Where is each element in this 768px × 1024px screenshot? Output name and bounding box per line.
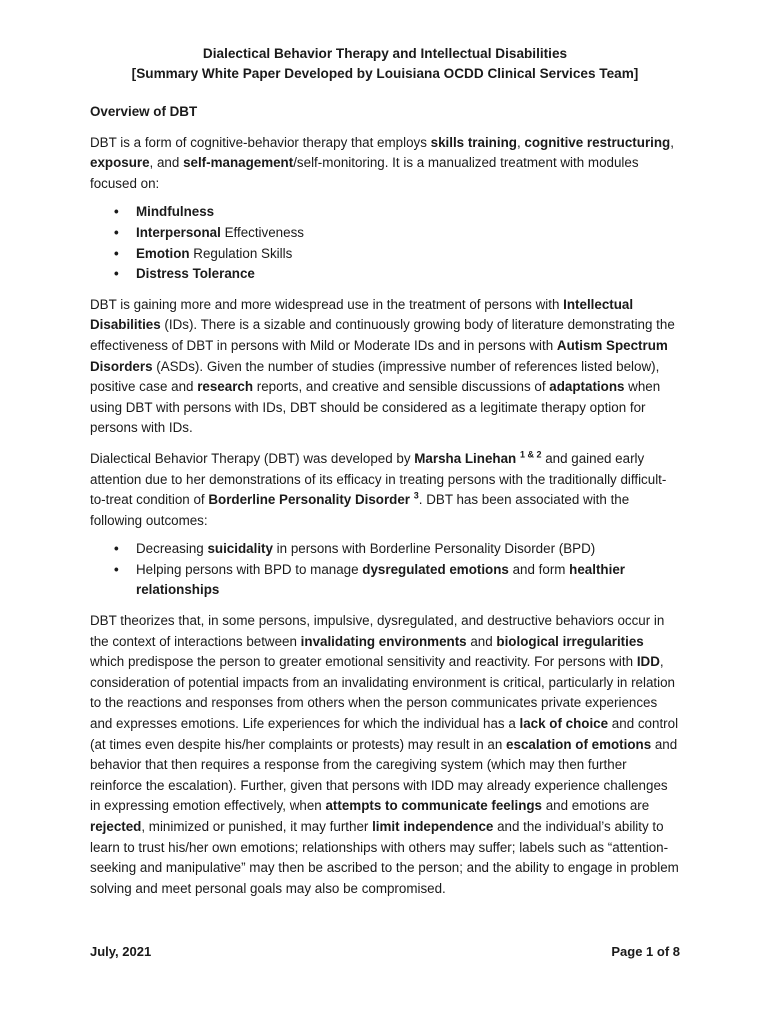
body-text: DBT is gaining more and more widespread use in the treatment of persons with xyxy=(90,296,564,312)
paragraph-theory xyxy=(90,611,680,899)
bold-text: IDD xyxy=(636,654,660,670)
paragraph-id-usage xyxy=(90,295,680,439)
page-number: Page 1 of 8 xyxy=(611,944,680,959)
bold-text: Mindfulness xyxy=(136,204,215,220)
bold-text: Borderline Personality Disorder xyxy=(208,492,411,508)
bold-text: adaptations xyxy=(549,379,625,395)
title-line-1: Dialectical Behavior Therapy and Intellectual Disabilities xyxy=(202,46,568,61)
bullet-icon: • xyxy=(114,266,119,282)
bold-text: dysregulated emotions xyxy=(362,561,509,577)
bold-text: Interpersonal xyxy=(136,224,221,240)
bullet-icon: • xyxy=(114,541,119,557)
bullet-icon: • xyxy=(114,204,119,220)
body-text: (ASDs). Given the number of studies (impressive number of references listed below), positive case and xyxy=(90,358,660,395)
body-text: /self-monitoring. It is a manualized treatment with modules focused on: xyxy=(90,155,639,191)
bold-text: biological irregularities xyxy=(496,633,644,649)
list-item xyxy=(90,539,680,560)
bold-text: Emotion xyxy=(136,245,190,261)
bold-text: Marsha Linehan xyxy=(414,450,517,466)
body-text: , xyxy=(670,134,674,150)
document-title xyxy=(70,44,700,84)
body-text: in persons with Borderline Personality Disorder (BPD) xyxy=(272,541,596,557)
body-text: and behavior that then requires a response from the caregiving system (which may then further reinforce the escalation). Further, given that persons with IDD may already experience challenges in expressing emotion effectively, when xyxy=(90,736,678,814)
body-text: and gained early attention due to her demonstrations of its efficacy in treating persons with the traditionally difficult-to-treat condition of xyxy=(90,450,667,508)
bold-text: attempts to communicate feelings xyxy=(325,798,542,814)
bold-text: lack of choice xyxy=(519,716,609,732)
outcomes-list xyxy=(90,539,680,601)
bullet-icon: • xyxy=(114,245,119,261)
list-item xyxy=(90,244,680,265)
bullet-icon: • xyxy=(114,224,119,240)
bold-text: limit independence xyxy=(372,819,494,834)
bold-text: healthier relationships xyxy=(136,561,625,598)
footnote-ref: 1 & 2 xyxy=(519,449,542,460)
body-text: and emotions are xyxy=(542,798,650,814)
body-text: and xyxy=(466,633,497,649)
body-text: and form xyxy=(508,561,570,577)
bold-text: Intellectual Disabilities xyxy=(90,296,634,333)
bold-text: suicidality xyxy=(207,541,273,557)
body-text: which predispose the person to greater emotional sensitivity and reactivity. For persons with xyxy=(90,654,637,670)
bold-text: rejected xyxy=(90,819,142,834)
body-text: Effectiveness xyxy=(220,224,304,240)
body-text: and control (at times even despite his/her complaints or protests) may result in an xyxy=(90,716,679,752)
body-text: Regulation Skills xyxy=(189,245,293,261)
bold-text: cognitive restructuring xyxy=(524,134,671,150)
paragraph-intro xyxy=(90,133,680,195)
modules-list xyxy=(90,202,680,284)
list-item xyxy=(90,560,680,601)
paragraph-history xyxy=(90,449,680,531)
body-text: DBT theorizes that, in some persons, impulsive, dysregulated, and destructive behaviors occur in the context of interactions between xyxy=(90,613,665,649)
bold-text: self-management xyxy=(183,155,294,171)
footnote-ref: 3 xyxy=(413,490,419,501)
body-text: DBT is a form of cognitive-behavior therapy that employs xyxy=(90,134,431,150)
title-line-2: [Summary White Paper Developed by Louisiana OCDD Clinical Services Team] xyxy=(131,66,639,81)
body-text: , xyxy=(516,134,525,150)
body-text: Helping persons with BPD to manage xyxy=(136,561,363,577)
body-text: (IDs). There is a sizable and continuously growing body of literature demonstrating the effectiveness of DBT in persons with Mild or Moderate IDs and in persons with xyxy=(90,317,675,353)
bold-text: Distress Tolerance xyxy=(136,266,255,282)
list-item xyxy=(90,202,680,223)
bold-text: research xyxy=(197,379,254,395)
document-body xyxy=(90,44,680,899)
footer-date: July, 2021 xyxy=(90,944,152,959)
bold-text: invalidating environments xyxy=(300,633,467,649)
body-text: when using DBT with persons with IDs, DBT should be considered as a legitimate therapy option for persons with IDs. xyxy=(90,379,661,436)
bold-text: Autism Spectrum Disorders xyxy=(90,337,668,374)
body-text: Decreasing xyxy=(136,541,208,557)
body-text: reports, and creative and sensible discussions of xyxy=(253,379,550,395)
body-text: , minimized or punished, it may further xyxy=(141,819,373,834)
body-text: . DBT has been associated with the following outcomes: xyxy=(90,492,630,528)
body-text: and the individual’s ability to learn to trust his/her own emotions; relationships with others may suffer; labels such as “attention-seeking and manipulative” may then be ascribed to the person; and the ability to engage in problem solving and meet personal goals may also be compromised. xyxy=(90,819,679,896)
body-text: , consideration of potential impacts from an invalidating environment is critical, particularly in relation to the reactions and responses from others when the person communicates private experiences and expresses emotions. Life experiences for which the individual has a xyxy=(90,654,676,732)
body-text: , and xyxy=(149,155,184,171)
bullet-icon: • xyxy=(114,561,119,577)
list-item xyxy=(90,264,680,285)
bold-text: skills training xyxy=(430,134,517,150)
section-heading: Overview of DBT xyxy=(90,104,198,119)
body-text: Dialectical Behavior Therapy (DBT) was developed by xyxy=(90,450,415,466)
list-item xyxy=(90,223,680,244)
bold-text: escalation of emotions xyxy=(506,736,652,752)
bold-text: exposure xyxy=(90,155,150,171)
